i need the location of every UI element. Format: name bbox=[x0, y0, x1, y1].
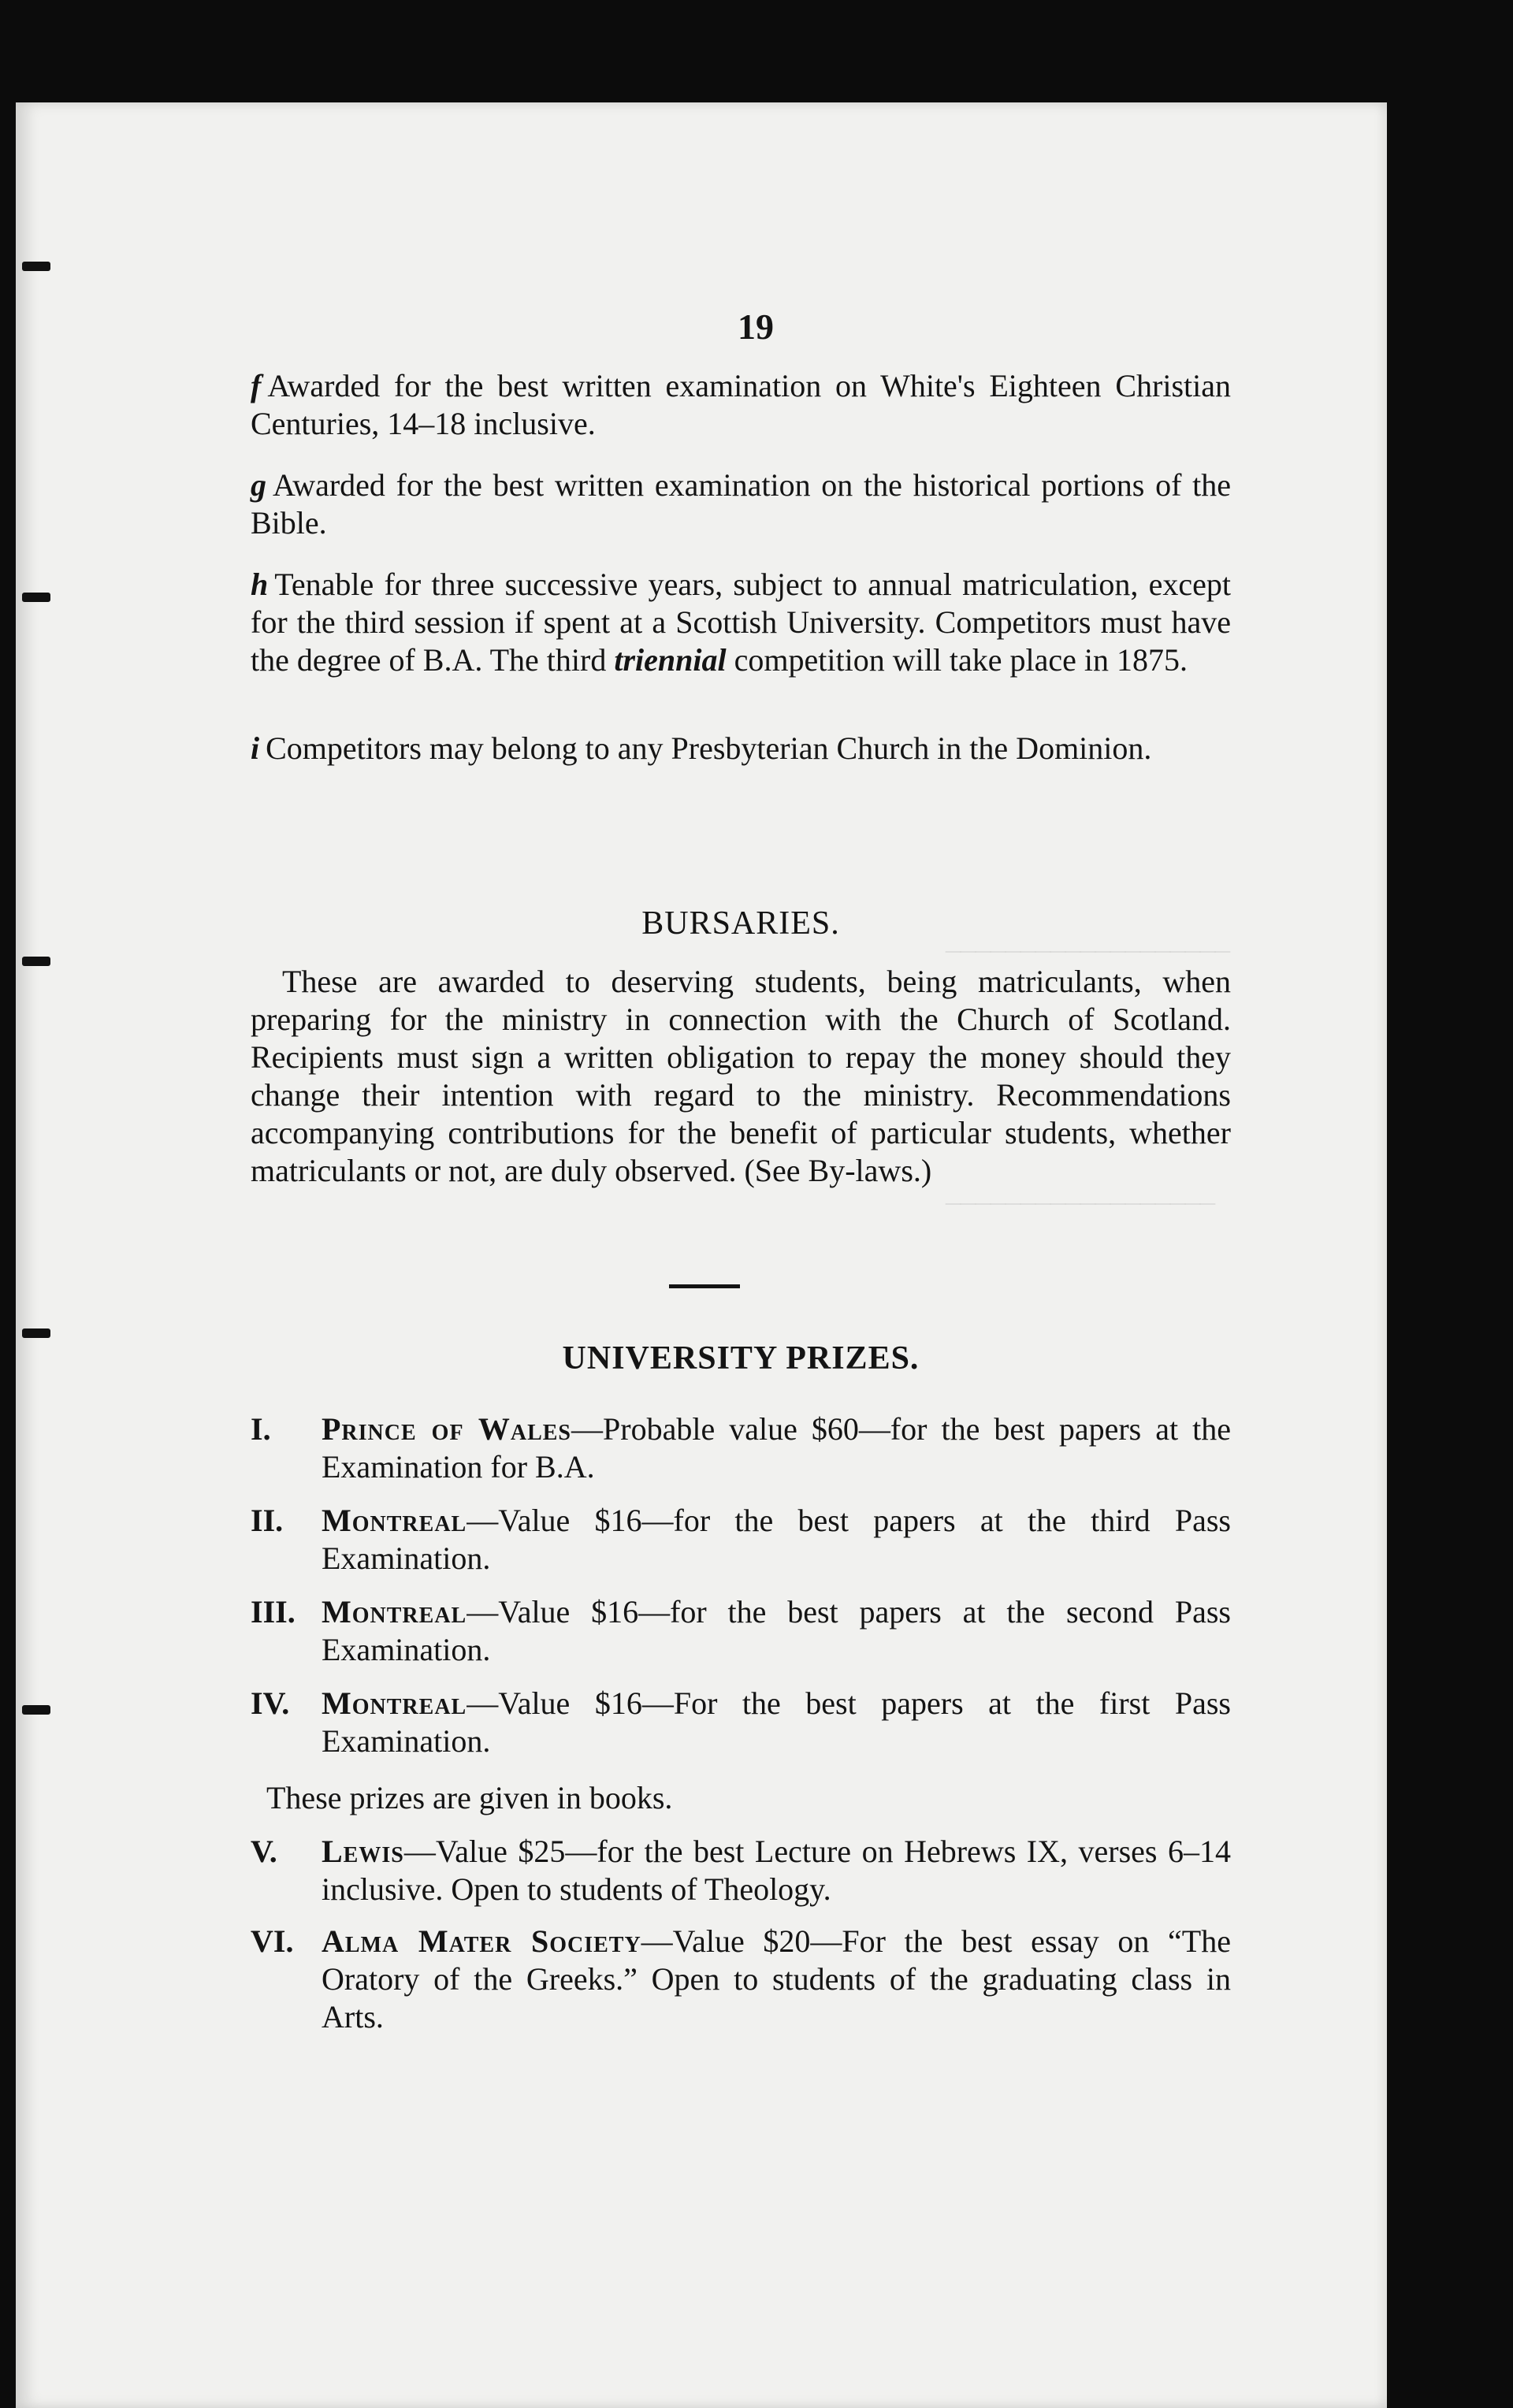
bleed-through-text: __________________ bbox=[946, 1175, 1215, 1208]
binding-mark bbox=[22, 1705, 50, 1715]
university-prizes-heading: UNIVERSITY PRIZES. bbox=[562, 1340, 920, 1377]
binding-mark bbox=[22, 957, 50, 966]
prize-name: Prince of Wales bbox=[322, 1411, 572, 1447]
footnote-f bbox=[251, 367, 1231, 443]
prize-numeral: V. bbox=[251, 1834, 277, 1869]
prize-name: Montreal bbox=[322, 1594, 467, 1629]
footnote-g bbox=[251, 466, 1231, 542]
footnote-marker: h bbox=[251, 567, 269, 602]
book-page bbox=[16, 102, 1387, 2408]
footnote-emphasis: triennial bbox=[614, 642, 727, 678]
prize-text: —Value $20—For the best essay on “The Oratory of the Greeks.” Open to students of the graduating class in Arts. bbox=[322, 1923, 1231, 2035]
binding-mark bbox=[22, 1328, 50, 1338]
footnote-i bbox=[251, 730, 1231, 767]
prize-name: Lewis bbox=[322, 1834, 404, 1869]
page-number: 19 bbox=[738, 307, 774, 347]
footnote-text: Competitors may belong to any Presbyterian Church in the Dominion. bbox=[266, 730, 1152, 766]
prize-numeral: II. bbox=[251, 1503, 284, 1538]
prize-name: Alma Mater Society bbox=[322, 1923, 641, 1959]
footnote-text: Tenable for three successive years, subject to annual matriculation, except for the third session if spent at a Scottish University. Competitors must have the degree of B.A. The third bbox=[251, 567, 1231, 678]
footnote-marker: g bbox=[251, 467, 266, 503]
prize-text: —Value $16—for the best papers at the second Pass Examination. bbox=[322, 1594, 1231, 1667]
prize-numeral: VI. bbox=[251, 1923, 294, 1959]
bursaries-heading: BURSARIES. bbox=[641, 905, 840, 942]
footnote-h bbox=[251, 566, 1231, 679]
footnote-text: competition will take place in 1875. bbox=[734, 642, 1188, 678]
prize-numeral: I. bbox=[251, 1411, 271, 1447]
footnote-marker: f bbox=[251, 368, 262, 403]
footnote-text: Awarded for the best written examination on the historical portions of the Bible. bbox=[251, 467, 1231, 541]
footnote-text: Awarded for the best written examination on White's Eighteen Christian Centuries, 14–18 inclusive. bbox=[251, 368, 1231, 441]
prize-text: —Value $16—for the best papers at the third Pass Examination. bbox=[322, 1503, 1231, 1576]
footnote-marker: i bbox=[251, 730, 260, 766]
binding-mark bbox=[22, 262, 50, 271]
prize-name: Montreal bbox=[322, 1685, 467, 1721]
books-note: These prizes are given in books. bbox=[266, 1780, 673, 1815]
binding-mark bbox=[22, 593, 50, 602]
prize-text: —Value $16—For the best papers at the first Pass Examination. bbox=[322, 1685, 1231, 1759]
section-divider bbox=[669, 1284, 740, 1288]
prize-name: Montreal bbox=[322, 1503, 467, 1538]
prize-numeral: IV. bbox=[251, 1685, 290, 1721]
prize-text: —Probable value $60—for the best papers at the Examination for B.A. bbox=[322, 1411, 1231, 1485]
prize-text: —Value $25—for the best Lecture on Hebrews IX, verses 6–14 inclusive. Open to students of Theology. bbox=[322, 1834, 1231, 1907]
bleed-through-text: ___________________ bbox=[946, 923, 1230, 956]
prize-numeral: III. bbox=[251, 1594, 296, 1629]
bursaries-text: These are awarded to deserving students, being matriculants, when preparing for the ministry in connection with the Church of Scotland. Recipients must sign a written obligation to repay the money should they change their intention with regard to the ministry. Recommendations accompanying contributions for the benefit of particular students, whether matriculants or not, are duly observed. (See By-laws.) bbox=[251, 964, 1231, 1188]
